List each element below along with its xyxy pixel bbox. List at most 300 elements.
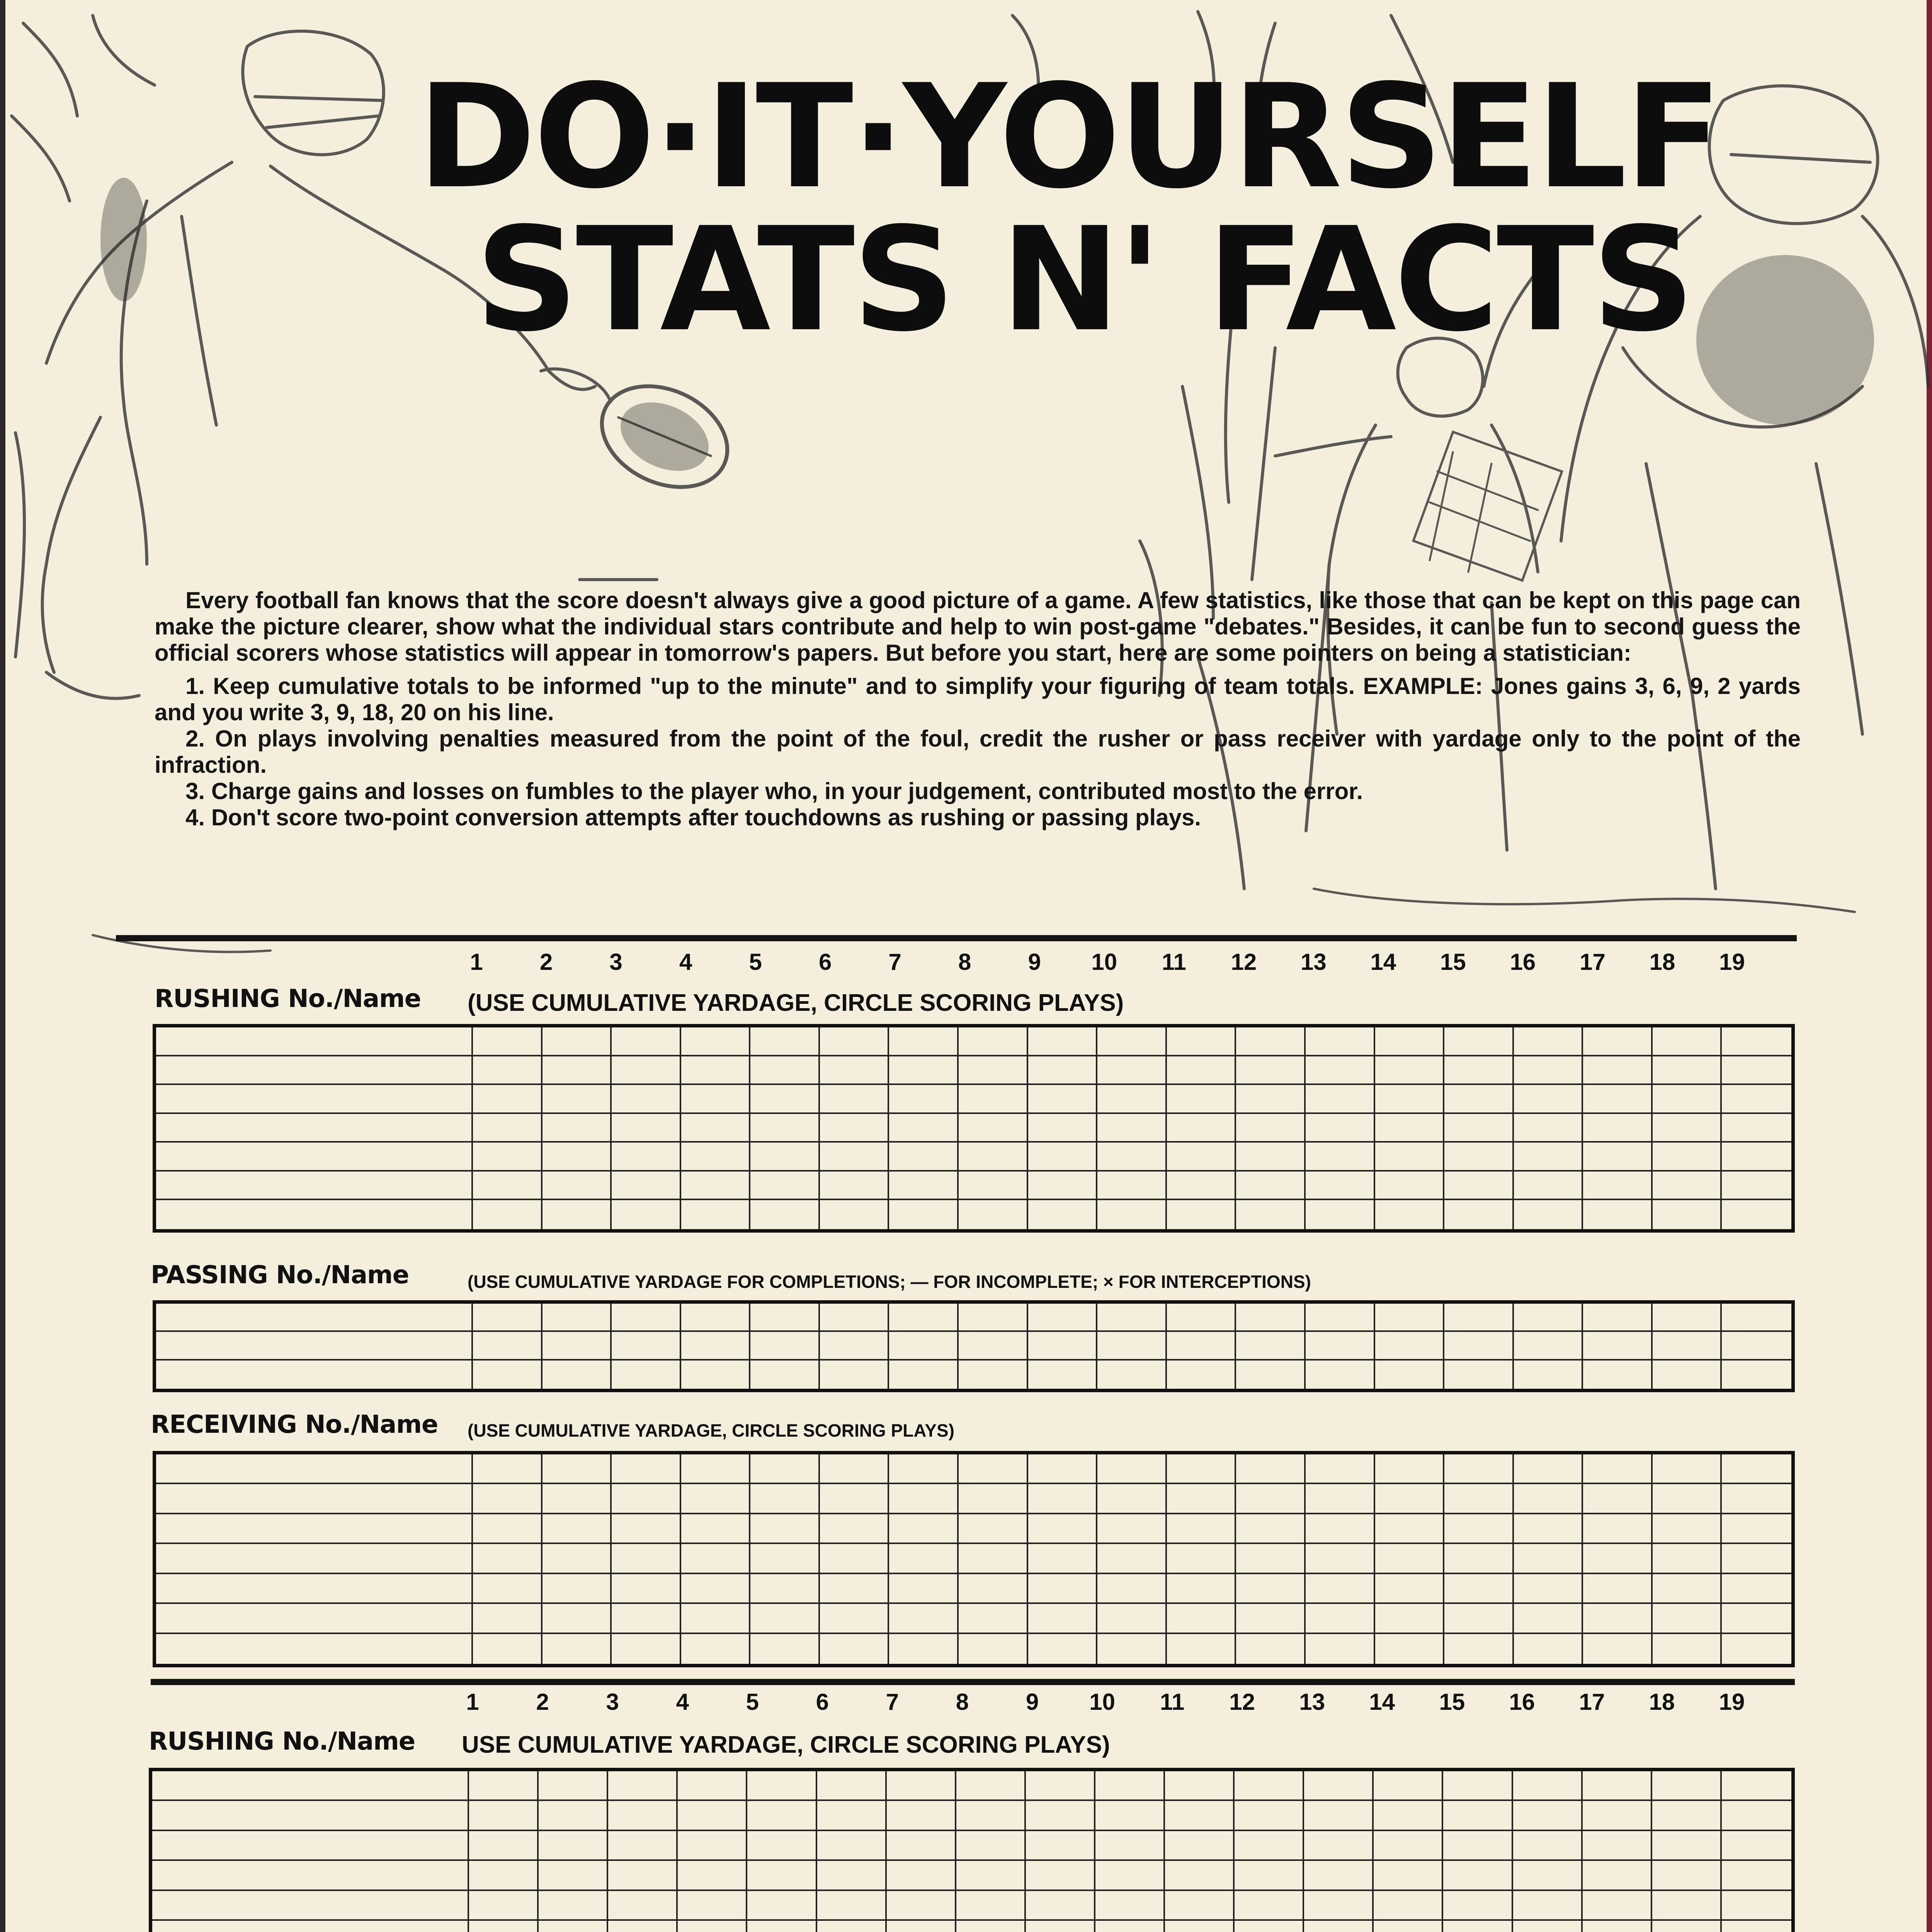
stat-cell[interactable] (1028, 1454, 1098, 1484)
stat-cell[interactable] (1306, 1332, 1375, 1360)
stat-cell[interactable] (750, 1544, 820, 1574)
stat-cell[interactable] (1306, 1027, 1375, 1056)
stat-cell[interactable] (1514, 1454, 1583, 1484)
rushing-grid-team1[interactable] (153, 1024, 1795, 1233)
stat-cell[interactable] (750, 1361, 820, 1389)
stat-cell[interactable] (678, 1921, 747, 1932)
stat-cell[interactable] (612, 1172, 681, 1201)
stat-cell[interactable] (889, 1304, 959, 1332)
stat-cell[interactable] (543, 1056, 612, 1085)
stat-cell[interactable] (1097, 1114, 1167, 1143)
stat-cell[interactable] (1028, 1544, 1098, 1574)
stat-cell[interactable] (1236, 1172, 1306, 1201)
stat-cell[interactable] (539, 1771, 608, 1801)
stat-cell[interactable] (820, 1027, 889, 1056)
stat-cell[interactable] (1097, 1027, 1167, 1056)
stat-cell[interactable] (1722, 1027, 1791, 1056)
stat-cell[interactable] (1167, 1332, 1236, 1360)
stat-cell[interactable] (959, 1027, 1028, 1056)
stat-cell[interactable] (956, 1771, 1026, 1801)
stat-cell[interactable] (1095, 1801, 1165, 1831)
stat-cell[interactable] (820, 1634, 889, 1664)
stat-cell[interactable] (959, 1332, 1028, 1360)
stat-cell[interactable] (1375, 1085, 1445, 1114)
stat-cell[interactable] (820, 1514, 889, 1544)
stat-cell[interactable] (612, 1604, 681, 1634)
stat-cell[interactable] (1097, 1172, 1167, 1201)
stat-cell[interactable] (1236, 1143, 1306, 1172)
stat-cell[interactable] (959, 1056, 1028, 1085)
stat-cell[interactable] (473, 1634, 543, 1664)
stat-cell[interactable] (747, 1771, 817, 1801)
stat-cell[interactable] (681, 1634, 751, 1664)
stat-cell[interactable] (820, 1114, 889, 1143)
stat-cell[interactable] (1722, 1361, 1791, 1389)
stat-cell[interactable] (1306, 1056, 1375, 1085)
stat-cell[interactable] (681, 1514, 751, 1544)
stat-cell[interactable] (1375, 1514, 1445, 1544)
stat-cell[interactable] (1375, 1304, 1445, 1332)
stat-cell[interactable] (820, 1484, 889, 1514)
stat-cell[interactable] (889, 1200, 959, 1229)
stat-cell[interactable] (1514, 1332, 1583, 1360)
stat-cell[interactable] (473, 1332, 543, 1360)
stat-cell[interactable] (1653, 1454, 1722, 1484)
stat-cell[interactable] (1653, 1056, 1722, 1085)
stat-cell[interactable] (1167, 1544, 1236, 1574)
stat-cell[interactable] (1583, 1114, 1653, 1143)
stat-cell[interactable] (1722, 1114, 1791, 1143)
stat-cell[interactable] (1167, 1027, 1236, 1056)
stat-cell[interactable] (1652, 1891, 1722, 1921)
stat-cell[interactable] (1097, 1634, 1167, 1664)
stat-cell[interactable] (612, 1027, 681, 1056)
stat-cell[interactable] (543, 1304, 612, 1332)
stat-cell[interactable] (1306, 1604, 1375, 1634)
stat-cell[interactable] (543, 1085, 612, 1114)
stat-cell[interactable] (750, 1574, 820, 1604)
stat-cell[interactable] (1583, 1634, 1653, 1664)
player-name-cell[interactable] (156, 1484, 473, 1514)
stat-cell[interactable] (1167, 1604, 1236, 1634)
stat-cell[interactable] (1235, 1771, 1304, 1801)
stat-cell[interactable] (889, 1056, 959, 1085)
stat-cell[interactable] (473, 1200, 543, 1229)
stat-cell[interactable] (612, 1544, 681, 1574)
stat-cell[interactable] (469, 1831, 539, 1861)
stat-cell[interactable] (1026, 1861, 1095, 1891)
stat-cell[interactable] (1097, 1332, 1167, 1360)
stat-cell[interactable] (473, 1143, 543, 1172)
stat-cell[interactable] (1444, 1484, 1514, 1514)
stat-cell[interactable] (612, 1114, 681, 1143)
stat-cell[interactable] (1374, 1921, 1443, 1932)
stat-cell[interactable] (1028, 1027, 1098, 1056)
stat-cell[interactable] (1652, 1801, 1722, 1831)
stat-cell[interactable] (889, 1544, 959, 1574)
stat-cell[interactable] (612, 1143, 681, 1172)
stat-cell[interactable] (1167, 1085, 1236, 1114)
stat-cell[interactable] (959, 1544, 1028, 1574)
stat-cell[interactable] (1167, 1143, 1236, 1172)
stat-cell[interactable] (608, 1801, 678, 1831)
stat-cell[interactable] (469, 1921, 539, 1932)
stat-cell[interactable] (889, 1454, 959, 1484)
stat-cell[interactable] (1443, 1831, 1513, 1861)
stat-cell[interactable] (1097, 1056, 1167, 1085)
stat-cell[interactable] (1444, 1027, 1514, 1056)
stat-cell[interactable] (1653, 1143, 1722, 1172)
stat-cell[interactable] (959, 1634, 1028, 1664)
stat-cell[interactable] (956, 1891, 1026, 1921)
stat-cell[interactable] (1652, 1921, 1722, 1932)
stat-cell[interactable] (887, 1801, 956, 1831)
stat-cell[interactable] (1165, 1861, 1235, 1891)
stat-cell[interactable] (1167, 1304, 1236, 1332)
stat-cell[interactable] (959, 1361, 1028, 1389)
stat-cell[interactable] (1583, 1514, 1653, 1544)
stat-cell[interactable] (820, 1304, 889, 1332)
stat-cell[interactable] (956, 1831, 1026, 1861)
player-name-cell[interactable] (156, 1172, 473, 1201)
stat-cell[interactable] (1374, 1771, 1443, 1801)
stat-cell[interactable] (750, 1514, 820, 1544)
stat-cell[interactable] (1514, 1085, 1583, 1114)
stat-cell[interactable] (1513, 1861, 1583, 1891)
stat-cell[interactable] (1028, 1361, 1098, 1389)
player-name-cell[interactable] (156, 1544, 473, 1574)
stat-cell[interactable] (612, 1361, 681, 1389)
stat-cell[interactable] (1513, 1801, 1583, 1831)
stat-cell[interactable] (1653, 1484, 1722, 1514)
stat-cell[interactable] (473, 1514, 543, 1544)
stat-cell[interactable] (1165, 1921, 1235, 1932)
stat-cell[interactable] (1167, 1172, 1236, 1201)
stat-cell[interactable] (473, 1056, 543, 1085)
stat-cell[interactable] (1375, 1332, 1445, 1360)
stat-cell[interactable] (1026, 1921, 1095, 1932)
stat-cell[interactable] (1514, 1056, 1583, 1085)
stat-cell[interactable] (1652, 1861, 1722, 1891)
stat-cell[interactable] (1513, 1771, 1583, 1801)
stat-cell[interactable] (543, 1027, 612, 1056)
player-name-cell[interactable] (156, 1604, 473, 1634)
player-name-cell[interactable] (156, 1200, 473, 1229)
stat-cell[interactable] (1443, 1891, 1513, 1921)
stat-cell[interactable] (1306, 1085, 1375, 1114)
stat-cell[interactable] (1653, 1172, 1722, 1201)
stat-cell[interactable] (1722, 1143, 1791, 1172)
stat-cell[interactable] (1653, 1544, 1722, 1574)
stat-cell[interactable] (1653, 1027, 1722, 1056)
stat-cell[interactable] (747, 1801, 817, 1831)
stat-cell[interactable] (1583, 1361, 1653, 1389)
stat-cell[interactable] (1304, 1861, 1374, 1891)
stat-cell[interactable] (889, 1172, 959, 1201)
stat-cell[interactable] (1513, 1891, 1583, 1921)
receiving-grid-team1[interactable] (153, 1451, 1795, 1667)
stat-cell[interactable] (1306, 1304, 1375, 1332)
stat-cell[interactable] (750, 1200, 820, 1229)
stat-cell[interactable] (817, 1861, 887, 1891)
stat-cell[interactable] (1236, 1200, 1306, 1229)
stat-cell[interactable] (1306, 1361, 1375, 1389)
rushing-grid-team2[interactable] (149, 1768, 1795, 1932)
stat-cell[interactable] (1304, 1831, 1374, 1861)
stat-cell[interactable] (1374, 1801, 1443, 1831)
stat-cell[interactable] (889, 1027, 959, 1056)
stat-cell[interactable] (1235, 1831, 1304, 1861)
stat-cell[interactable] (1583, 1801, 1652, 1831)
stat-cell[interactable] (1097, 1544, 1167, 1574)
stat-cell[interactable] (750, 1304, 820, 1332)
stat-cell[interactable] (1167, 1514, 1236, 1544)
stat-cell[interactable] (473, 1114, 543, 1143)
stat-cell[interactable] (1722, 1056, 1791, 1085)
stat-cell[interactable] (1167, 1200, 1236, 1229)
stat-cell[interactable] (747, 1891, 817, 1921)
player-name-cell[interactable] (156, 1143, 473, 1172)
stat-cell[interactable] (1236, 1304, 1306, 1332)
stat-cell[interactable] (747, 1831, 817, 1861)
stat-cell[interactable] (678, 1831, 747, 1861)
stat-cell[interactable] (1444, 1143, 1514, 1172)
stat-cell[interactable] (1444, 1172, 1514, 1201)
stat-cell[interactable] (1165, 1831, 1235, 1861)
stat-cell[interactable] (1095, 1891, 1165, 1921)
stat-cell[interactable] (1443, 1861, 1513, 1891)
stat-cell[interactable] (1167, 1574, 1236, 1604)
stat-cell[interactable] (1583, 1891, 1652, 1921)
stat-cell[interactable] (750, 1114, 820, 1143)
stat-cell[interactable] (608, 1771, 678, 1801)
player-name-cell[interactable] (156, 1304, 473, 1332)
player-name-cell[interactable] (156, 1634, 473, 1664)
stat-cell[interactable] (1444, 1544, 1514, 1574)
stat-cell[interactable] (956, 1801, 1026, 1831)
stat-cell[interactable] (543, 1361, 612, 1389)
stat-cell[interactable] (1236, 1484, 1306, 1514)
stat-cell[interactable] (1722, 1484, 1791, 1514)
stat-cell[interactable] (1095, 1831, 1165, 1861)
stat-cell[interactable] (1236, 1332, 1306, 1360)
stat-cell[interactable] (1304, 1801, 1374, 1831)
stat-cell[interactable] (1374, 1891, 1443, 1921)
stat-cell[interactable] (612, 1454, 681, 1484)
stat-cell[interactable] (543, 1574, 612, 1604)
stat-cell[interactable] (1722, 1831, 1791, 1861)
stat-cell[interactable] (1375, 1114, 1445, 1143)
stat-cell[interactable] (681, 1056, 751, 1085)
stat-cell[interactable] (1444, 1514, 1514, 1544)
stat-cell[interactable] (539, 1891, 608, 1921)
stat-cell[interactable] (747, 1861, 817, 1891)
stat-cell[interactable] (681, 1027, 751, 1056)
stat-cell[interactable] (539, 1921, 608, 1932)
stat-cell[interactable] (681, 1114, 751, 1143)
stat-cell[interactable] (1304, 1891, 1374, 1921)
stat-cell[interactable] (750, 1454, 820, 1484)
stat-cell[interactable] (1028, 1200, 1098, 1229)
stat-cell[interactable] (1583, 1085, 1653, 1114)
stat-cell[interactable] (1583, 1304, 1653, 1332)
stat-cell[interactable] (1165, 1801, 1235, 1831)
stat-cell[interactable] (1306, 1484, 1375, 1514)
stat-cell[interactable] (1236, 1514, 1306, 1544)
stat-cell[interactable] (681, 1304, 751, 1332)
stat-cell[interactable] (1097, 1484, 1167, 1514)
stat-cell[interactable] (1306, 1143, 1375, 1172)
stat-cell[interactable] (543, 1484, 612, 1514)
stat-cell[interactable] (1722, 1454, 1791, 1484)
stat-cell[interactable] (1167, 1361, 1236, 1389)
stat-cell[interactable] (1165, 1771, 1235, 1801)
stat-cell[interactable] (1028, 1056, 1098, 1085)
stat-cell[interactable] (473, 1361, 543, 1389)
stat-cell[interactable] (750, 1143, 820, 1172)
stat-cell[interactable] (1653, 1085, 1722, 1114)
stat-cell[interactable] (1722, 1085, 1791, 1114)
stat-cell[interactable] (678, 1891, 747, 1921)
stat-cell[interactable] (1374, 1831, 1443, 1861)
stat-cell[interactable] (1236, 1114, 1306, 1143)
stat-cell[interactable] (889, 1332, 959, 1360)
stat-cell[interactable] (1375, 1143, 1445, 1172)
stat-cell[interactable] (820, 1085, 889, 1114)
stat-cell[interactable] (1443, 1801, 1513, 1831)
stat-cell[interactable] (820, 1143, 889, 1172)
stat-cell[interactable] (1653, 1361, 1722, 1389)
stat-cell[interactable] (1097, 1454, 1167, 1484)
stat-cell[interactable] (1095, 1921, 1165, 1932)
stat-cell[interactable] (1653, 1200, 1722, 1229)
stat-cell[interactable] (1375, 1200, 1445, 1229)
stat-cell[interactable] (473, 1027, 543, 1056)
stat-cell[interactable] (1236, 1544, 1306, 1574)
stat-cell[interactable] (820, 1172, 889, 1201)
stat-cell[interactable] (1028, 1604, 1098, 1634)
stat-cell[interactable] (1722, 1574, 1791, 1604)
stat-cell[interactable] (1583, 1771, 1652, 1801)
stat-cell[interactable] (612, 1304, 681, 1332)
stat-cell[interactable] (1653, 1514, 1722, 1544)
stat-cell[interactable] (1653, 1114, 1722, 1143)
stat-cell[interactable] (959, 1172, 1028, 1201)
stat-cell[interactable] (681, 1604, 751, 1634)
stat-cell[interactable] (1722, 1304, 1791, 1332)
stat-cell[interactable] (1097, 1200, 1167, 1229)
stat-cell[interactable] (1026, 1831, 1095, 1861)
stat-cell[interactable] (1306, 1454, 1375, 1484)
stat-cell[interactable] (469, 1891, 539, 1921)
stat-cell[interactable] (1583, 1831, 1652, 1861)
stat-cell[interactable] (473, 1172, 543, 1201)
stat-cell[interactable] (889, 1574, 959, 1604)
stat-cell[interactable] (539, 1861, 608, 1891)
stat-cell[interactable] (1097, 1604, 1167, 1634)
stat-cell[interactable] (889, 1604, 959, 1634)
stat-cell[interactable] (887, 1921, 956, 1932)
stat-cell[interactable] (473, 1454, 543, 1484)
stat-cell[interactable] (1026, 1891, 1095, 1921)
stat-cell[interactable] (1583, 1056, 1653, 1085)
stat-cell[interactable] (1514, 1143, 1583, 1172)
stat-cell[interactable] (1444, 1200, 1514, 1229)
stat-cell[interactable] (1514, 1574, 1583, 1604)
stat-cell[interactable] (1722, 1604, 1791, 1634)
stat-cell[interactable] (1028, 1634, 1098, 1664)
stat-cell[interactable] (681, 1143, 751, 1172)
stat-cell[interactable] (1236, 1361, 1306, 1389)
stat-cell[interactable] (1722, 1200, 1791, 1229)
player-name-cell[interactable] (152, 1891, 469, 1921)
stat-cell[interactable] (1583, 1332, 1653, 1360)
stat-cell[interactable] (747, 1921, 817, 1932)
stat-cell[interactable] (1097, 1304, 1167, 1332)
stat-cell[interactable] (1095, 1771, 1165, 1801)
stat-cell[interactable] (1583, 1544, 1653, 1574)
stat-cell[interactable] (539, 1801, 608, 1831)
stat-cell[interactable] (1513, 1921, 1583, 1932)
stat-cell[interactable] (1722, 1332, 1791, 1360)
stat-cell[interactable] (1097, 1085, 1167, 1114)
player-name-cell[interactable] (152, 1771, 469, 1801)
stat-cell[interactable] (1235, 1801, 1304, 1831)
stat-cell[interactable] (817, 1831, 887, 1861)
stat-cell[interactable] (820, 1544, 889, 1574)
stat-cell[interactable] (1375, 1172, 1445, 1201)
stat-cell[interactable] (1236, 1056, 1306, 1085)
stat-cell[interactable] (1375, 1056, 1445, 1085)
stat-cell[interactable] (1514, 1172, 1583, 1201)
stat-cell[interactable] (817, 1921, 887, 1932)
stat-cell[interactable] (1722, 1921, 1791, 1932)
stat-cell[interactable] (959, 1085, 1028, 1114)
stat-cell[interactable] (1236, 1454, 1306, 1484)
stat-cell[interactable] (1235, 1921, 1304, 1932)
stat-cell[interactable] (469, 1771, 539, 1801)
stat-cell[interactable] (1514, 1634, 1583, 1664)
stat-cell[interactable] (1583, 1861, 1652, 1891)
stat-cell[interactable] (1236, 1574, 1306, 1604)
stat-cell[interactable] (1514, 1027, 1583, 1056)
stat-cell[interactable] (608, 1891, 678, 1921)
stat-cell[interactable] (678, 1801, 747, 1831)
stat-cell[interactable] (956, 1921, 1026, 1932)
stat-cell[interactable] (681, 1484, 751, 1514)
stat-cell[interactable] (1028, 1332, 1098, 1360)
stat-cell[interactable] (1514, 1200, 1583, 1229)
stat-cell[interactable] (543, 1332, 612, 1360)
stat-cell[interactable] (473, 1304, 543, 1332)
stat-cell[interactable] (681, 1361, 751, 1389)
stat-cell[interactable] (1583, 1604, 1653, 1634)
stat-cell[interactable] (750, 1172, 820, 1201)
stat-cell[interactable] (1443, 1771, 1513, 1801)
stat-cell[interactable] (543, 1114, 612, 1143)
stat-cell[interactable] (1167, 1454, 1236, 1484)
stat-cell[interactable] (543, 1143, 612, 1172)
stat-cell[interactable] (817, 1771, 887, 1801)
stat-cell[interactable] (1097, 1361, 1167, 1389)
stat-cell[interactable] (612, 1332, 681, 1360)
stat-cell[interactable] (543, 1200, 612, 1229)
stat-cell[interactable] (1583, 1484, 1653, 1514)
player-name-cell[interactable] (156, 1114, 473, 1143)
stat-cell[interactable] (1306, 1514, 1375, 1544)
stat-cell[interactable] (1167, 1114, 1236, 1143)
stat-cell[interactable] (612, 1056, 681, 1085)
